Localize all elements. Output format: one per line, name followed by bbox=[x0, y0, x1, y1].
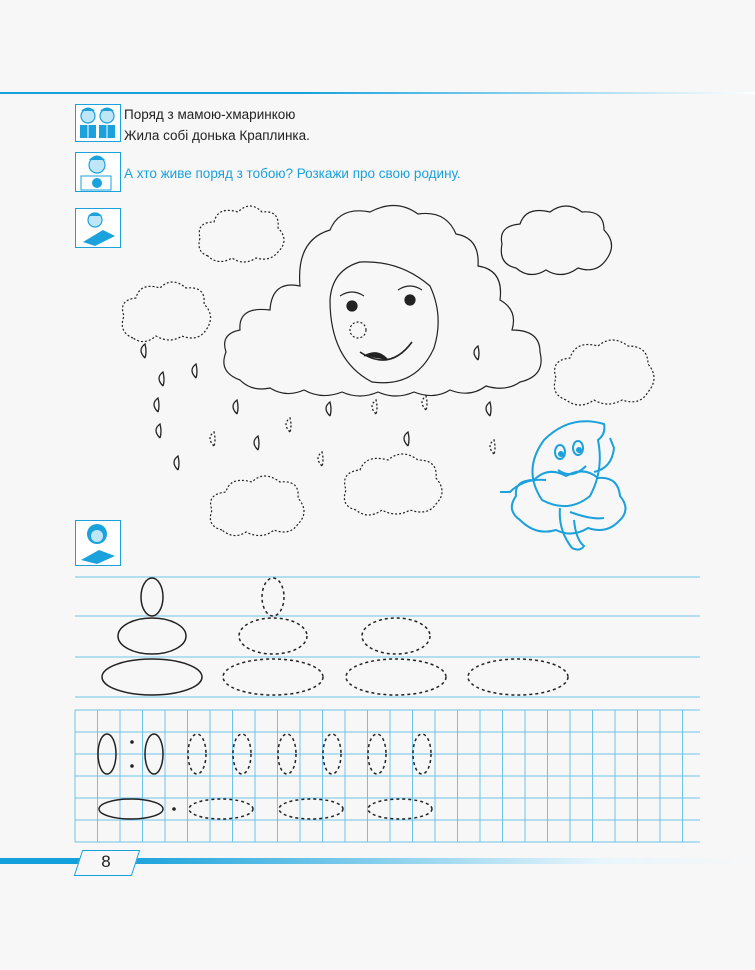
mother-face bbox=[330, 262, 438, 383]
stack-middle-oval bbox=[118, 618, 186, 654]
raindrop bbox=[210, 432, 215, 446]
dotted-cloud bbox=[554, 340, 654, 405]
writing-lines bbox=[75, 577, 700, 697]
droplet-character bbox=[500, 421, 626, 549]
dotted-cloud bbox=[210, 476, 304, 536]
raindrop bbox=[254, 436, 259, 450]
raindrop bbox=[474, 346, 479, 360]
solid-cloud bbox=[501, 206, 611, 275]
raindrop bbox=[372, 400, 377, 414]
raindrop bbox=[154, 398, 159, 412]
trace-middle-oval bbox=[362, 618, 430, 654]
raindrop bbox=[404, 432, 409, 446]
dotted-cloud bbox=[122, 282, 210, 342]
raindrop bbox=[326, 402, 331, 416]
raindrop bbox=[422, 396, 427, 410]
mother-cloud bbox=[224, 205, 541, 396]
trace-middle-oval bbox=[239, 618, 307, 654]
raindrop bbox=[490, 440, 495, 454]
raindrop bbox=[141, 344, 146, 358]
task-question: А хто живе поряд з тобою? Розкажи про свою родину. bbox=[124, 166, 461, 181]
grid-trace-wide-oval bbox=[368, 799, 432, 819]
grid-trace-wide-oval bbox=[279, 799, 343, 819]
copybook-grid bbox=[75, 710, 700, 842]
trace-top-oval bbox=[262, 578, 284, 616]
grid-wide-oval bbox=[99, 799, 163, 819]
raindrop bbox=[156, 424, 161, 438]
dotted-cloud bbox=[344, 454, 442, 515]
stack-top-oval bbox=[141, 578, 163, 616]
raindrop bbox=[318, 452, 323, 466]
raindrop bbox=[174, 456, 179, 470]
raindrop bbox=[233, 400, 238, 414]
raindrop bbox=[286, 418, 291, 432]
trace-bottom-oval bbox=[468, 659, 568, 695]
poem-line-2: Жила собі донька Краплинка. bbox=[124, 128, 310, 143]
raindrop bbox=[159, 372, 164, 386]
raindrop bbox=[192, 364, 197, 378]
stack-bottom-oval bbox=[102, 659, 202, 695]
grid-trace-wide-oval bbox=[189, 799, 253, 819]
raindrop bbox=[486, 402, 491, 416]
trace-bottom-oval bbox=[346, 659, 446, 695]
page-number: 8 bbox=[101, 852, 111, 871]
trace-bottom-oval bbox=[223, 659, 323, 695]
poem-line-1: Поряд з мамою-хмаринкою bbox=[124, 107, 296, 122]
dotted-cloud bbox=[199, 206, 284, 262]
